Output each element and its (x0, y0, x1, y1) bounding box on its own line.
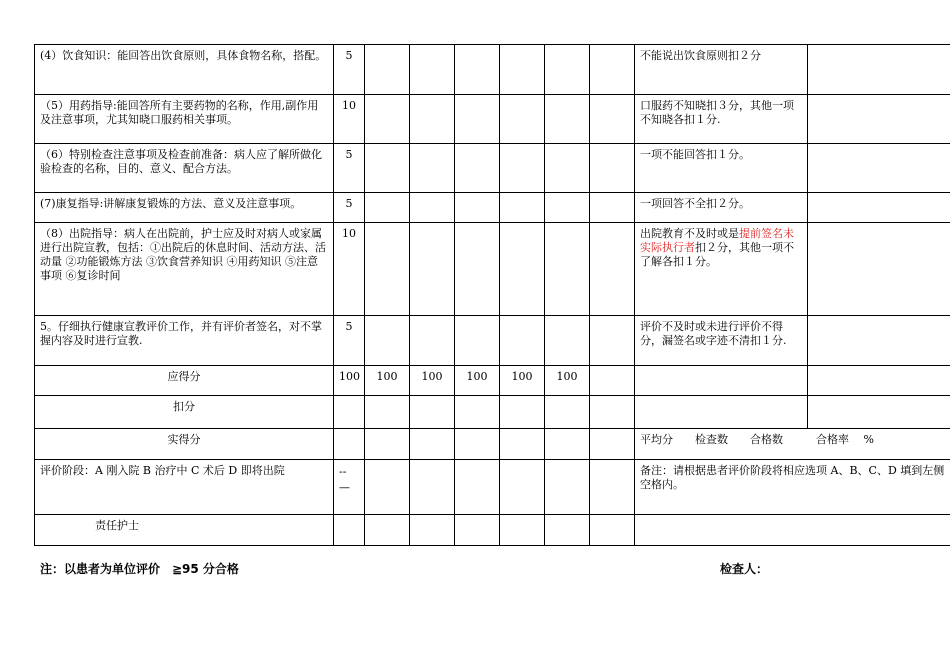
cell[interactable] (590, 460, 635, 515)
cell[interactable] (455, 460, 500, 515)
cell[interactable] (365, 193, 410, 223)
footer-note: 注：以患者为单位评价 ≧95 分合格 (40, 562, 239, 576)
cell[interactable] (545, 515, 590, 546)
item-score: 5 (334, 45, 365, 95)
item-text: (4）饮食知识：能回答出饮食原则，具体食物名称，搭配。 (35, 45, 334, 95)
stage-dash: -- (339, 465, 347, 478)
nurse-row (35, 515, 950, 546)
cell[interactable] (365, 316, 410, 366)
cell[interactable] (500, 316, 545, 366)
cell[interactable] (808, 193, 950, 223)
table-row (35, 144, 950, 193)
cell[interactable] (365, 396, 410, 429)
should-score-label: 应得分 (35, 366, 334, 396)
deduction-rule: 评价不及时或未进行评价不得分，漏签名或字迹不清扣１分. (635, 316, 808, 366)
nurse-label: 责任护士 (35, 515, 334, 546)
cell[interactable] (545, 429, 590, 460)
cell[interactable] (410, 95, 455, 144)
table-row (35, 95, 950, 144)
cell[interactable] (545, 45, 590, 95)
cell[interactable] (455, 95, 500, 144)
cell[interactable] (590, 45, 635, 95)
item-text: 5。仔细执行健康宣教评价工作，并有评价者签名，对不掌握内容及时进行宣教. (35, 316, 334, 366)
cell[interactable] (455, 223, 500, 316)
cell[interactable] (455, 45, 500, 95)
cell[interactable] (365, 429, 410, 460)
cell[interactable] (410, 396, 455, 429)
cell[interactable] (590, 193, 635, 223)
deduction-rule: 一项回答不全扣２分。 (635, 193, 808, 223)
cell[interactable] (590, 144, 635, 193)
cell[interactable] (410, 515, 455, 546)
cell[interactable] (808, 144, 950, 193)
deduction-rule: 不能说出饮食原则扣２分 (635, 45, 808, 95)
stage-label: 评价阶段：A 刚入院 B 治疗中 C 术后 D 即将出院 (35, 460, 334, 515)
cell[interactable] (455, 515, 500, 546)
cell[interactable] (500, 515, 545, 546)
cell[interactable] (410, 429, 455, 460)
item-text: (7)康复指导:讲解康复锻炼的方法、意义及注意事项。 (35, 193, 334, 223)
item-score: 5 (334, 193, 365, 223)
should-score-value: 100 (410, 366, 455, 396)
item-text: （8）出院指导：病人在出院前，护士应及时对病人或家属进行出院宣教，包括：①出院后的休息时间、活动方法、活动量 ②功能锻炼方法 ③饮食营养知识 ④用药知识 ⑤注意事项 ⑥复诊时间 (35, 223, 334, 316)
cell[interactable] (635, 366, 808, 396)
cell[interactable] (410, 460, 455, 515)
cell[interactable] (545, 316, 590, 366)
should-score-value: 100 (334, 366, 365, 396)
actual-row (35, 429, 950, 460)
cell[interactable] (808, 223, 950, 316)
item-score: 10 (334, 223, 365, 316)
table-row (35, 45, 950, 95)
cell[interactable] (365, 460, 410, 515)
cell[interactable] (545, 223, 590, 316)
stage-input[interactable] (334, 460, 365, 515)
rule-text-pre: 出院教育不及时或是 (640, 227, 739, 240)
cell[interactable] (365, 515, 410, 546)
rule-text-post: 扣２分，其他一项不了解各扣１分。 (640, 241, 794, 268)
cell[interactable] (410, 144, 455, 193)
cell[interactable] (500, 193, 545, 223)
item-score: 5 (334, 316, 365, 366)
stage-dash: — (339, 481, 350, 494)
cell[interactable] (334, 515, 365, 546)
cell[interactable] (500, 223, 545, 316)
table-row (35, 223, 950, 316)
cell[interactable] (590, 223, 635, 316)
cell[interactable] (455, 193, 500, 223)
item-text: （6）特别检查注意事项及检查前准备：病人应了解所做化验检查的名称，目的、意义、配合方法。 (35, 144, 334, 193)
should-score-value: 100 (545, 366, 590, 396)
stats-text: 平均分 检查数 合格数 合格率 % (635, 429, 950, 460)
cell[interactable] (590, 396, 635, 429)
cell[interactable] (500, 396, 545, 429)
cell[interactable] (590, 515, 635, 546)
should-score-value: 100 (455, 366, 500, 396)
cell[interactable] (500, 460, 545, 515)
evaluation-table (34, 44, 950, 546)
cell[interactable] (365, 223, 410, 316)
cell[interactable] (545, 95, 590, 144)
item-text: （5）用药指导:能回答所有主要药物的名称，作用,副作用及注意事项，尤其知晓口服药相关事项。 (35, 95, 334, 144)
should-score-row (35, 366, 950, 396)
cell[interactable] (410, 223, 455, 316)
cell[interactable] (410, 45, 455, 95)
deduction-rule: 口服药不知晓扣３分，其他一项不知晓各扣１分. (635, 95, 808, 144)
cell[interactable] (590, 95, 635, 144)
cell[interactable] (545, 193, 590, 223)
cell[interactable] (455, 429, 500, 460)
cell[interactable] (455, 396, 500, 429)
cell[interactable] (365, 45, 410, 95)
table-row (35, 316, 950, 366)
cell[interactable] (590, 429, 635, 460)
cell[interactable] (545, 460, 590, 515)
cell[interactable] (365, 95, 410, 144)
cell[interactable] (545, 144, 590, 193)
cell[interactable] (808, 316, 950, 366)
cell[interactable] (590, 316, 635, 366)
remark-text: 备注：请根据患者评价阶段将相应选项 A、B、C、D 填到左侧空格内。 (635, 460, 950, 515)
cell[interactable] (808, 45, 950, 95)
should-score-value: 100 (500, 366, 545, 396)
table-row (35, 193, 950, 223)
cell[interactable] (545, 396, 590, 429)
item-score: 5 (334, 144, 365, 193)
cell[interactable] (500, 95, 545, 144)
cell[interactable] (365, 144, 410, 193)
cell[interactable] (590, 366, 635, 396)
cell[interactable] (808, 396, 950, 429)
cell[interactable] (455, 144, 500, 193)
cell[interactable] (500, 144, 545, 193)
cell[interactable] (410, 193, 455, 223)
cell[interactable] (635, 515, 950, 546)
stage-row (35, 460, 950, 515)
actual-score-label: 实得分 (35, 429, 334, 460)
inspector-label: 检查人： (720, 562, 769, 576)
deduct-row (35, 396, 950, 429)
deduction-rule (635, 223, 808, 316)
cell[interactable] (808, 95, 950, 144)
cell[interactable] (500, 45, 545, 95)
should-score-value: 100 (365, 366, 410, 396)
cell[interactable] (334, 429, 365, 460)
deduction-rule: 一项不能回答扣１分。 (635, 144, 808, 193)
cell[interactable] (500, 429, 545, 460)
deduct-label: 扣分 (35, 396, 334, 429)
cell[interactable] (808, 366, 950, 396)
cell[interactable] (455, 316, 500, 366)
cell[interactable] (334, 396, 365, 429)
item-score: 10 (334, 95, 365, 144)
rule-text-highlight: 提前签名未实际执行者 (640, 227, 794, 254)
cell[interactable] (635, 396, 808, 429)
cell[interactable] (410, 316, 455, 366)
